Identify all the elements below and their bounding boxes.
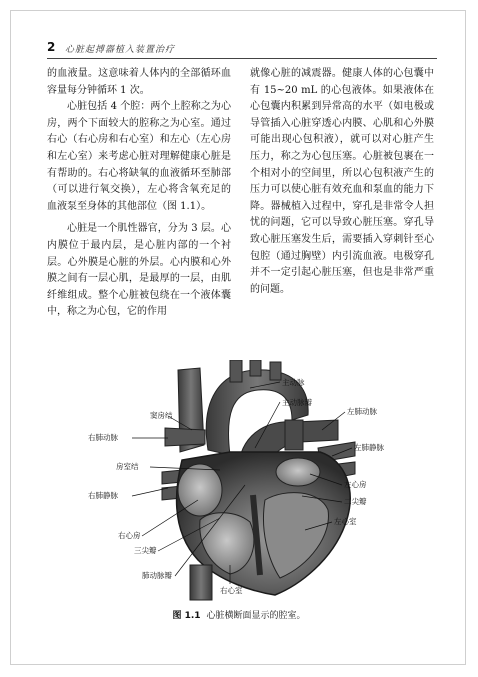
figure-caption-text: 心脏横断面显示的腔室。 [206, 611, 306, 621]
arch-branch [270, 362, 281, 380]
label-mitral-valve: 二尖瓣 [344, 497, 367, 506]
arch-branch [250, 360, 261, 376]
left-column [47, 66, 231, 321]
figure-caption [0, 608, 478, 621]
paragraph: 就像心脏的减震器。健康人体的心包囊中有 15~20 mL 的心包液体。如果液体在心包囊内积累到异常高的水平（如电极或导管插入心脏穿透心内膜、心肌和心外膜可能出现心包积液），就可以对心脏产生压力，称之为心包压塞。心脏被包裹在一个相对小的空间里，所以心包积液产生的压力可以使心脏有效充血和泵血的能力下降。器械植入过程中，穿孔是非常令人担忧的问题，它可以导致心脏压塞。穿孔导致心脏压塞发生后，需要插入穿刺针至心包腔（通过胸壁）内引流血液。电极穿孔并不一定引起心脏压塞，但也是非常严重的问题。 [250, 68, 434, 295]
right-pulmonary-artery [165, 428, 205, 446]
label-left-ventricle: 左心室 [334, 517, 357, 526]
label-left-pulmonary-artery: 左肺动脉 [347, 407, 377, 416]
figure-number: 图 1.1 [172, 611, 201, 621]
label-aortic-valve: 主动脉瓣 [282, 398, 312, 407]
label-left-atrium: 左心房 [344, 480, 367, 489]
right-column [250, 66, 434, 298]
running-title: 心脏起搏器植入装置治疗 [65, 45, 176, 55]
inferior-vena-cava [190, 565, 212, 600]
label-sinus-node: 窦房结 [150, 411, 173, 420]
label-right-pulmonary-artery: 右肺动脉 [88, 433, 118, 442]
label-av-node: 房室结 [116, 462, 139, 471]
label-right-pulmonary-vein: 右肺静脉 [88, 491, 118, 500]
label-pulmonary-valve: 肺动脉瓣 [142, 571, 172, 580]
label-right-ventricle: 右心室 [220, 586, 243, 595]
header-rule [47, 58, 437, 59]
left-atrium [276, 458, 320, 486]
label-tricuspid-valve: 三尖瓣 [134, 546, 157, 555]
label-left-pulmonary-vein: 左肺静脉 [354, 443, 384, 452]
paragraph: 心脏是一个肌性器官，分为 3 层。心内膜位于最内层，是心脏内部的一个衬层。心外膜是心脏的外层。心内膜和心外膜之间有一层心肌，是最厚的一层，由肌纤维组成。整个心脏被包绕在一个液体囊中，称之为心包，它的作用 [47, 223, 231, 318]
page-number: 2 [47, 40, 56, 54]
label-aorta: 主动脉 [282, 378, 305, 387]
label-right-atrium: 右心房 [118, 531, 141, 540]
arch-branch [230, 360, 242, 382]
paragraph: 的血液量。这意味着人体内的全部循环血容量每分钟循环 1 次。 [47, 68, 231, 96]
paragraph: 心脏包括 4 个腔：两个上腔称之为心房，两个下面较大的腔称之为心室。通过右心（右心房和右心室）和左心（左心房和左心室）来考虑心脏对理解健康心脏是有帮助的。右心将缺氧的血液循环至肺部（可以进行氧交换），左心将含氧充足的血液泵至身体的其他部位（图 1.1）。 [47, 101, 231, 212]
descending-aorta [285, 420, 303, 450]
running-header [47, 40, 437, 56]
heart-cross-section-figure [70, 360, 410, 605]
